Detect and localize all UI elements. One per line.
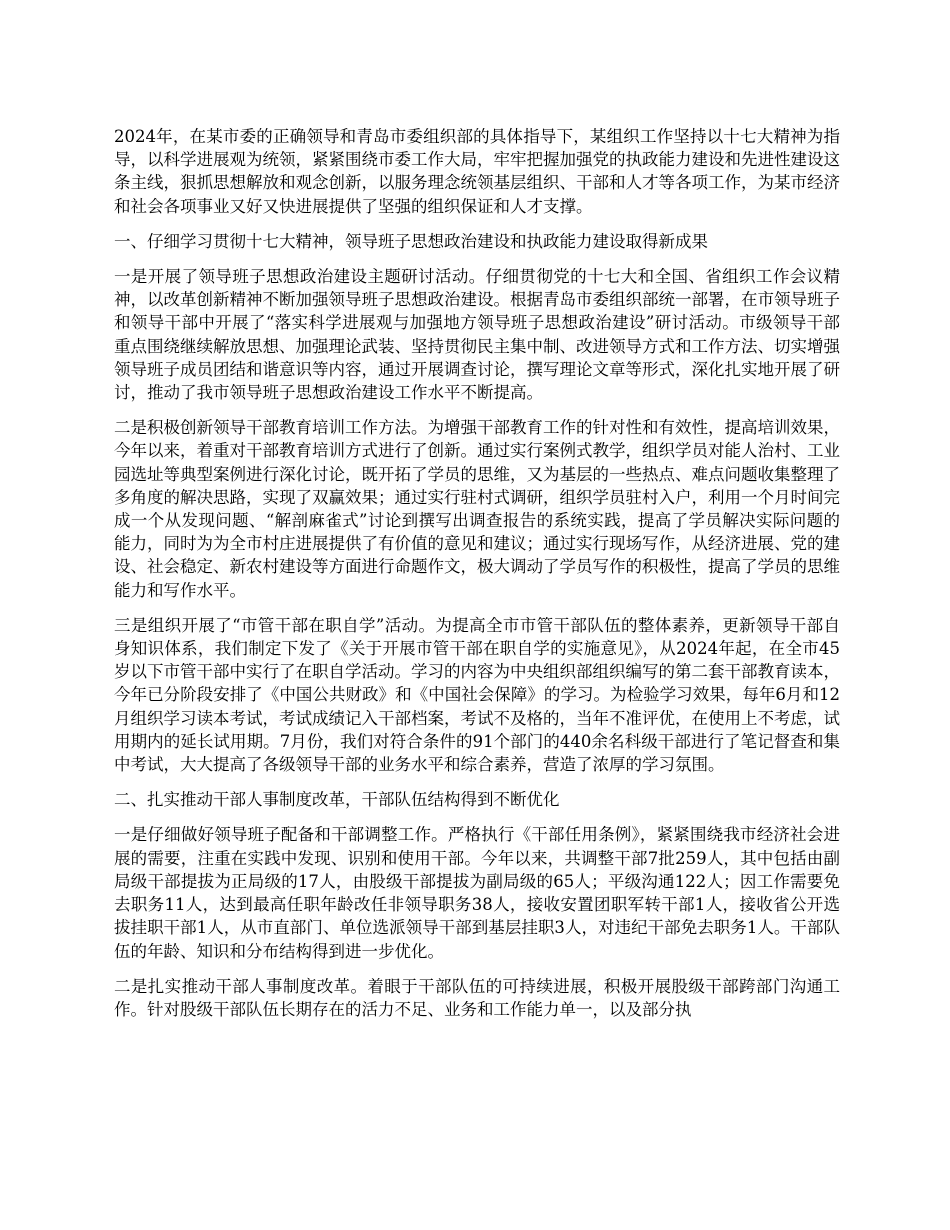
document-page [114, 125, 840, 1033]
intro-paragraph: 2024年，在某市委的正确领导和青岛市委组织部的具体指导下，某组织工作坚持以十七大精神为指导，以科学进展观为统领，紧紧围绕市委工作大局，牢牢把握加强党的执政能力建设和先进性建设这条主线，狠抓思想解放和观念创新，以服务理念统领基层组织、干部和人才等各项工作，为某市经济和社会各项事业又好又快进展提供了坚强的组织保证和人才支撑。 [114, 127, 840, 216]
section-heading-2: 二、扎实推动干部人事制度改革，干部队伍结构得到不断优化 [114, 790, 560, 810]
section-2-paragraph-2: 二是扎实推动干部人事制度改革。着眼于干部队伍的可持续进展，积极开展股级干部跨部门沟通工作。针对股级干部队伍长期存在的活力不足、业务和工作能力单一，以及部分执 [114, 976, 840, 1019]
section-1-paragraph-3: 三是组织开展了“市管干部在职自学”活动。为提高全市市管干部队伍的整体素养，更新领导干部自身知识体系，我们制定下发了《关于开展市管干部在职自学的实施意见》，从2024年起，在全市45岁以下市管干部中实行了在职自学活动。学习的内容为中央组织部组织编写的第二套干部教育读本，今年已分阶段安排了《中国公共财政》和《中国社会保障》的学习。为检验学习效果，每年6月和12月组织学习读本考试，考试成绩记入干部档案，考试不及格的，当年不准评优，在使用上不考虑，试用期内的延长试用期。7月份，我们对符合条件的91个部门的440余名科级干部进行了笔记督查和集中考试，大大提高了各级领导干部的业务水平和综合素养，营造了浓厚的学习氛围。 [114, 615, 840, 775]
section-1-paragraph-2: 二是积极创新领导干部教育培训工作方法。为增强干部教育工作的针对性和有效性，提高培训效果，今年以来，着重对干部教育培训方式进行了创新。通过实行案例式教学，组织学员对能人治村、工业园选址等典型案例进行深化讨论，既开拓了学员的思维，又为基层的一些热点、难点问题收集整理了多角度的解决思路，实现了双赢效果；通过实行驻村式调研，组织学员驻村入户，利用一个月时间完成一个从发现问题、“解剖麻雀式”讨论到撰写出调查报告的系统实践，提高了学员解决实际问题的能力，同时为为全市村庄进展提供了有价值的意见和建议；通过实行现场写作，从经济进展、党的建设、社会稳定、新农村建设等方面进行命题作文，极大调动了学员写作的积极性，提高了学员的思维能力和写作水平。 [114, 418, 840, 600]
section-2-paragraph-1: 一是仔细做好领导班子配备和干部调整工作。严格执行《干部任用条例》，紧紧围绕我市经济社会进展的需要，注重在实践中发现、识别和使用干部。今年以来，共调整干部7批259人，其中包括由副局级干部提拔为正局级的17人，由股级干部提拔为副局级的65人；平级沟通122人；因工作需要免去职务11人，达到最高任职年龄改任非领导职务38人，接收安置团职军转干部1人，接收省公开选拔挂职干部1人，从市直部门、单位选派领导干部到基层挂职3人，对违纪干部免去职务1人。干部队伍的年龄、知识和分布结构得到进一步优化。 [114, 825, 840, 961]
section-1-paragraph-1: 一是开展了领导班子思想政治建设主题研讨活动。仔细贯彻党的十七大和全国、省组织工作会议精神，以改革创新精神不断加强领导班子思想政治建设。根据青岛市委组织部统一部署，在市领导班子和领导干部中开展了“落实科学进展观与加强地方领导班子思想政治建设”研讨活动。市级领导干部重点围绕继续解放思想、加强理论武装、坚持贯彻民主集中制、改进领导方式和工作方法、切实增强领导班子成员团结和谐意识等内容，通过开展调查讨论，撰写理论文章等形式，深化扎实地开展了研讨，推动了我市领导班子思想政治建设工作水平不断提高。 [114, 267, 840, 403]
section-heading-1: 一、仔细学习贯彻十七大精神，领导班子思想政治建设和执政能力建设取得新成果 [114, 231, 708, 251]
